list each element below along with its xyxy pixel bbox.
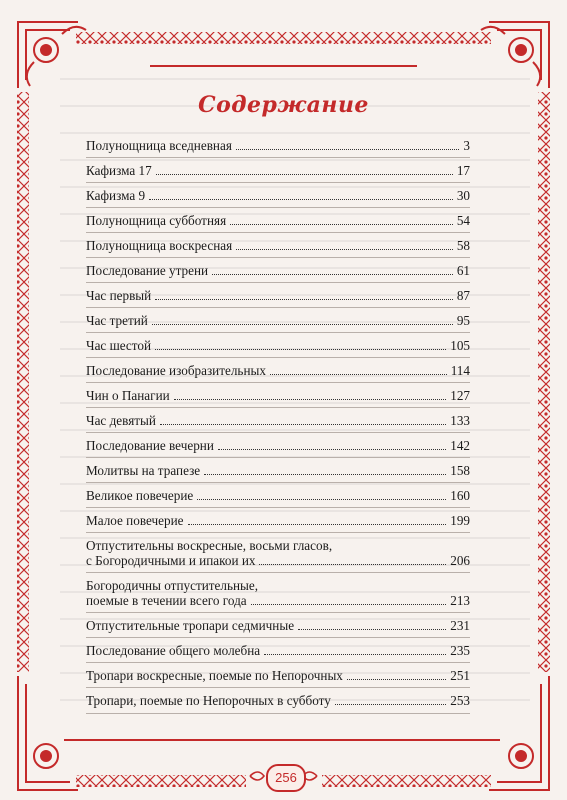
toc-entry-page: 158 — [450, 463, 470, 478]
toc-entry — [86, 388, 470, 403]
toc-entry-page: 251 — [450, 668, 470, 683]
bottom-right-ornament-band — [322, 775, 491, 787]
entry-separator — [86, 612, 470, 613]
entry-separator — [86, 282, 470, 283]
toc-entry-title: Кафизма 17 — [86, 163, 152, 178]
dot-leader — [204, 474, 446, 475]
toc-entry-title: Малое повечерие — [86, 513, 184, 528]
toc-entry — [86, 413, 470, 428]
toc-entry-page: 17 — [456, 163, 470, 178]
dot-leader — [212, 274, 453, 275]
dot-leader — [335, 704, 446, 705]
toc-entry-title: Великое повечерие — [86, 488, 194, 503]
toc-entry-page: 235 — [450, 643, 470, 658]
toc-entry — [86, 463, 470, 478]
toc-entry — [86, 513, 470, 528]
entry-separator — [86, 713, 470, 714]
toc-entry-page: 127 — [450, 388, 470, 403]
toc-entry-title: Полунощница воскресная — [86, 238, 233, 253]
entry-separator — [86, 662, 470, 663]
toc-entry — [86, 263, 470, 278]
entry-separator — [86, 382, 470, 383]
toc-entry — [86, 578, 470, 608]
toc-entry — [86, 538, 470, 568]
toc-entry — [86, 438, 470, 453]
left-ornament-band — [17, 92, 29, 672]
entry-separator — [86, 572, 470, 573]
toc-entry-title: Тропари, поемые по Непорочных в субботу — [86, 693, 331, 708]
toc-entry-page: 105 — [450, 338, 470, 353]
toc-entry-page: 30 — [456, 188, 470, 203]
toc-entry-page: 253 — [450, 693, 470, 708]
dot-leader — [149, 199, 453, 200]
toc-entry — [86, 213, 470, 228]
toc-entry — [86, 288, 470, 303]
entry-separator — [86, 332, 470, 333]
dot-leader — [236, 149, 459, 150]
dot-leader — [251, 604, 447, 605]
dot-leader — [152, 324, 453, 325]
toc-entry-title: Последование общего молебна — [86, 643, 261, 658]
toc-entry-page: 58 — [456, 238, 470, 253]
toc-entry-page: 231 — [450, 618, 470, 633]
dot-leader — [259, 564, 446, 565]
toc-entry — [86, 138, 470, 153]
toc-entry-title: Час девятый — [86, 413, 156, 428]
corner-ornament-top-left — [18, 22, 86, 88]
toc-entry — [86, 618, 470, 633]
entry-separator — [86, 232, 470, 233]
toc-entry — [86, 313, 470, 328]
entry-separator — [86, 532, 470, 533]
toc-entry-title: Последование изобразительных — [86, 363, 266, 378]
dot-leader — [188, 524, 447, 525]
page-title: Содержание — [198, 92, 369, 118]
dot-leader — [156, 174, 453, 175]
toc-entry-title: Час первый — [86, 288, 152, 303]
toc-entry-page: 160 — [450, 488, 470, 503]
toc-entry-page: 133 — [450, 413, 470, 428]
right-ornament-band — [538, 92, 550, 672]
entry-separator — [86, 157, 470, 158]
top-ornament-band — [76, 32, 491, 44]
toc-entry-title: Полунощница субботняя — [86, 213, 227, 228]
entry-separator — [86, 432, 470, 433]
toc-entry — [86, 238, 470, 253]
toc-entry-title: поемые в течении всего года — [86, 593, 247, 608]
toc-entry — [86, 363, 470, 378]
toc-entry-page: 142 — [450, 438, 470, 453]
bottom-left-ornament-band — [76, 775, 246, 787]
toc-entry-title: Час шестой — [86, 338, 152, 353]
toc-entry-title: с Богородичными и ипакои их — [86, 553, 256, 568]
entry-separator — [86, 507, 470, 508]
dot-leader — [270, 374, 447, 375]
toc-entry-title: Последование вечерни — [86, 438, 214, 453]
page-number: 256 — [266, 764, 306, 792]
toc-entry-title: Чин о Панагии — [86, 388, 170, 403]
toc-entry-title: Богородичны отпустительные, — [86, 578, 259, 593]
entry-separator — [86, 307, 470, 308]
corner-ornament-top-right — [481, 22, 549, 88]
dot-leader — [230, 224, 453, 225]
dot-leader — [347, 679, 446, 680]
dot-leader — [155, 349, 446, 350]
entry-separator — [86, 687, 470, 688]
toc-entry-title: Кафизма 9 — [86, 188, 146, 203]
entry-separator — [86, 482, 470, 483]
toc-entry — [86, 488, 470, 503]
toc-entry-title: Отпустительны воскресные, восьми гласов, — [86, 538, 333, 553]
entry-separator — [86, 182, 470, 183]
corner-ornament-bottom-left — [18, 676, 78, 790]
toc-entry — [86, 338, 470, 353]
dot-leader — [197, 499, 446, 500]
toc-entry — [86, 668, 470, 683]
dot-leader — [155, 299, 453, 300]
entry-separator — [86, 637, 470, 638]
toc-entry-page: 95 — [456, 313, 470, 328]
toc-entry-title: Час третий — [86, 313, 148, 328]
entry-separator — [86, 407, 470, 408]
toc-entry-title: Полунощница вседневная — [86, 138, 232, 153]
entry-separator — [86, 207, 470, 208]
toc-entry-title: Тропари воскресные, поемые по Непорочных — [86, 668, 343, 683]
toc-entry-page: 3 — [463, 138, 470, 153]
entry-separator — [86, 357, 470, 358]
dot-leader — [236, 249, 453, 250]
entry-separator — [86, 257, 470, 258]
toc-entry — [86, 643, 470, 658]
entry-separator — [86, 457, 470, 458]
dot-leader — [174, 399, 447, 400]
toc-entry — [86, 188, 470, 203]
toc-entry-page: 206 — [450, 553, 470, 568]
dot-leader — [160, 424, 446, 425]
toc-entry-page: 213 — [450, 593, 470, 608]
toc-entry — [86, 163, 470, 178]
toc-entry-page: 114 — [450, 363, 470, 378]
toc-entry — [86, 693, 470, 708]
toc-entry-page: 87 — [456, 288, 470, 303]
toc-entry-title: Последование утрени — [86, 263, 209, 278]
toc-entry-title: Молитвы на трапезе — [86, 463, 201, 478]
toc-entry-page: 54 — [456, 213, 470, 228]
dot-leader — [264, 654, 446, 655]
corner-ornament-bottom-right — [489, 676, 549, 790]
dot-leader — [298, 629, 446, 630]
toc-entry-page: 199 — [450, 513, 470, 528]
dot-leader — [218, 449, 446, 450]
toc-entry-title: Отпустительные тропари седмичные — [86, 618, 295, 633]
toc-entry-page: 61 — [456, 263, 470, 278]
